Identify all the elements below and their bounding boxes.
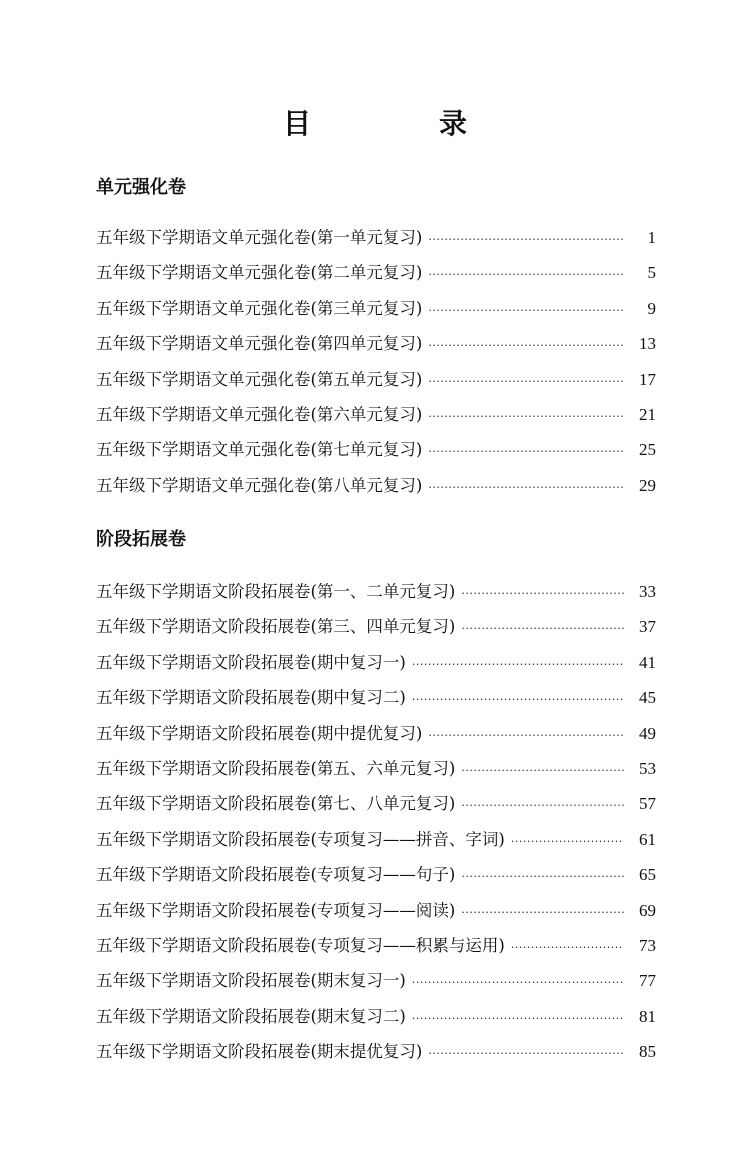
- toc-entry[interactable]: [96, 716, 656, 751]
- toc-entry[interactable]: [96, 326, 656, 361]
- toc-entry[interactable]: [96, 963, 656, 998]
- dot-leader: [412, 647, 624, 682]
- toc-page-number: 29: [639, 475, 656, 495]
- toc-entry-title: 五年级下学期语文阶段拓展卷(期末复习二): [96, 1006, 406, 1026]
- toc-entry[interactable]: [96, 397, 656, 432]
- toc-entry[interactable]: [96, 220, 656, 255]
- toc-entry-title: 五年级下学期语文阶段拓展卷(期末复习一): [96, 971, 406, 991]
- toc-entry[interactable]: [96, 291, 656, 326]
- toc-page-number: 17: [639, 369, 656, 389]
- toc-list-stage-papers: [96, 574, 656, 1069]
- toc-entry[interactable]: [96, 574, 656, 609]
- toc-entry-title: 五年级下学期语文阶段拓展卷(专项复习——拼音、字词): [96, 829, 505, 849]
- dot-leader: [412, 965, 624, 1000]
- dot-leader: [428, 293, 624, 328]
- dot-leader: [461, 895, 624, 930]
- toc-page-number: 33: [639, 582, 656, 601]
- toc-page-number: 57: [639, 794, 656, 814]
- dot-leader: [428, 399, 624, 434]
- toc-entry-title: 五年级下学期语文单元强化卷(第四单元复习): [96, 334, 423, 354]
- dot-leader: [511, 824, 624, 859]
- toc-entry-title: 五年级下学期语文阶段拓展卷(第一、二单元复习): [96, 582, 456, 601]
- section-heading-unit-papers: 单元强化卷: [96, 177, 186, 198]
- toc-entry-title: 五年级下学期语文单元强化卷(第三单元复习): [96, 298, 423, 318]
- toc-entry[interactable]: [96, 255, 656, 290]
- toc-entry-title: 五年级下学期语文阶段拓展卷(专项复习——句子): [96, 865, 456, 885]
- toc-entry[interactable]: [96, 999, 656, 1034]
- toc-page-number: 21: [639, 404, 656, 424]
- toc-page-number: 9: [647, 298, 656, 318]
- toc-entry[interactable]: [96, 822, 656, 857]
- toc-page-number: 81: [639, 1006, 656, 1026]
- dot-leader: [428, 434, 624, 469]
- toc-page-number: 13: [639, 334, 656, 354]
- toc-page-number: 25: [639, 440, 656, 460]
- toc-entry-title: 五年级下学期语文单元强化卷(第一单元复习): [96, 228, 423, 247]
- toc-entry[interactable]: [96, 857, 656, 892]
- toc-page-number: 73: [639, 935, 656, 955]
- toc-entry[interactable]: [96, 893, 656, 928]
- toc-page-number: 69: [639, 900, 656, 920]
- dot-leader: [461, 611, 624, 646]
- toc-entry-title: 五年级下学期语文单元强化卷(第六单元复习): [96, 404, 423, 424]
- dot-leader: [511, 930, 624, 965]
- toc-entry-title: 五年级下学期语文阶段拓展卷(专项复习——阅读): [96, 900, 456, 920]
- toc-entry-title: 五年级下学期语文阶段拓展卷(第三、四单元复习): [96, 617, 456, 637]
- toc-page-number: 5: [647, 263, 656, 283]
- dot-leader: [428, 257, 624, 292]
- dot-leader: [461, 859, 624, 894]
- toc-entry[interactable]: [96, 609, 656, 644]
- toc-page-number: 45: [639, 688, 656, 708]
- dot-leader: [428, 1036, 624, 1071]
- toc-page-number: 85: [639, 1042, 656, 1062]
- toc-entry-title: 五年级下学期语文阶段拓展卷(专项复习——积累与运用): [96, 935, 505, 955]
- dot-leader: [461, 576, 624, 611]
- toc-entry-title: 五年级下学期语文单元强化卷(第七单元复习): [96, 440, 423, 460]
- toc-entry-title: 五年级下学期语文阶段拓展卷(期末提优复习): [96, 1042, 423, 1062]
- toc-entry[interactable]: [96, 645, 656, 680]
- toc-page-number: 41: [639, 652, 656, 672]
- dot-leader: [428, 718, 624, 753]
- toc-entry[interactable]: [96, 928, 656, 963]
- section-heading-stage-papers: 阶段拓展卷: [96, 529, 186, 550]
- page-title: 目 录: [282, 107, 517, 140]
- toc-page-number: 77: [639, 971, 656, 991]
- toc-entry-title: 五年级下学期语文阶段拓展卷(期中复习一): [96, 652, 406, 672]
- toc-entry-title: 五年级下学期语文阶段拓展卷(期中提优复习): [96, 723, 423, 743]
- toc-page-number: 65: [639, 865, 656, 885]
- dot-leader: [461, 753, 624, 788]
- toc-entry[interactable]: [96, 468, 656, 503]
- toc-entry-title: 五年级下学期语文单元强化卷(第八单元复习): [96, 475, 423, 495]
- toc-list-unit-papers: [96, 220, 656, 503]
- toc-page-number: 1: [647, 228, 656, 247]
- toc-entry-title: 五年级下学期语文单元强化卷(第五单元复习): [96, 369, 423, 389]
- toc-entry-title: 五年级下学期语文阶段拓展卷(期中复习二): [96, 688, 406, 708]
- toc-entry-title: 五年级下学期语文阶段拓展卷(第五、六单元复习): [96, 758, 456, 778]
- dot-leader: [412, 1001, 624, 1036]
- toc-entry-title: 五年级下学期语文阶段拓展卷(第七、八单元复习): [96, 794, 456, 814]
- toc-entry[interactable]: [96, 680, 656, 715]
- dot-leader: [428, 470, 624, 505]
- toc-entry-title: 五年级下学期语文单元强化卷(第二单元复习): [96, 263, 423, 283]
- dot-leader: [428, 364, 624, 399]
- toc-page-number: 49: [639, 723, 656, 743]
- toc-page-number: 53: [639, 758, 656, 778]
- toc-entry[interactable]: [96, 751, 656, 786]
- toc-entry[interactable]: [96, 362, 656, 397]
- dot-leader: [428, 328, 624, 363]
- toc-entry[interactable]: [96, 432, 656, 467]
- toc-page-number: 61: [639, 829, 656, 849]
- toc-page-number: 37: [639, 617, 656, 637]
- toc-entry[interactable]: [96, 1034, 656, 1069]
- dot-leader: [412, 682, 624, 717]
- dot-leader: [461, 788, 624, 823]
- dot-leader: [428, 222, 624, 257]
- toc-entry[interactable]: [96, 786, 656, 821]
